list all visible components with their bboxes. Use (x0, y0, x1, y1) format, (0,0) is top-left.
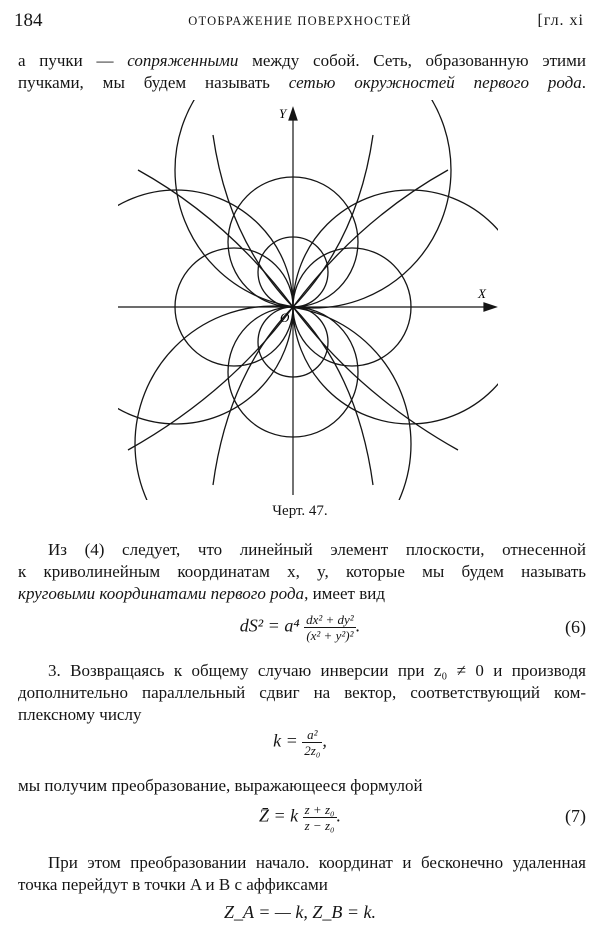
para2-line-1: 3. Возвращаясь к общему случаю инверсии при z₀ ≠ 0 и производя (48, 661, 586, 680)
equation-number-7: (7) (565, 806, 586, 826)
eqk-lhs: k = (273, 730, 298, 751)
intro-emphasis: сопряженными (127, 51, 239, 70)
eqk-numerator: a² (302, 727, 322, 743)
page-number: 184 (14, 10, 43, 31)
intro-line-1 (18, 50, 586, 71)
intro-text: а пучки — (18, 51, 128, 70)
figure-caption: Черт. 47. (272, 503, 328, 519)
equation-k (0, 727, 600, 758)
eq6-tail: . (355, 615, 361, 636)
chapter-marker: [гл. xi (537, 12, 584, 29)
para4-line-2: точка перейдут в точки A и B с аффиксами (18, 875, 328, 894)
x-axis-label: X (478, 286, 486, 301)
para3-line-1: мы получим преобразование, выражающееся формулой (18, 776, 423, 795)
eq6-numerator: dx² + dy² (306, 612, 354, 627)
eq6-denominator: (x² + y²)² (306, 628, 354, 643)
term-emphasis: круговыми координатами первого рода (18, 584, 305, 603)
intro-text: между собой. Сеть, образованную этими (238, 51, 586, 70)
circle-curve (138, 170, 458, 450)
eq7-tail: . (336, 805, 342, 826)
eq7-denominator: z − z₀ (304, 818, 335, 833)
equation-number-6: (6) (565, 617, 586, 637)
eq7-numerator: z + z₀ (304, 802, 335, 817)
para1-line-2: к криволинейным координатам x, y, которые мы будем называть (18, 562, 586, 581)
term-emphasis: сетью окружностей первого рода (288, 73, 582, 92)
eq7-fraction (303, 802, 337, 833)
x-axis-arrow-icon (484, 303, 496, 311)
para2-line-3: плексному числу (18, 705, 142, 724)
para2-line-2: дополнительно параллельный сдвиг на вектор, соответствующий ком- (18, 683, 586, 702)
y-axis-arrow-icon (289, 108, 297, 120)
para1-line-1: Из (4) следует, что линейный элемент плоскости, отнесенной (48, 540, 586, 559)
eqk-tail: , (322, 730, 327, 751)
circle-curve (175, 100, 451, 308)
eq7-lhs: Z̄ = k (258, 805, 299, 826)
para4-line-1: При этом преобразовании начало. координат и бесконечно удаленная (48, 853, 586, 872)
equation-6 (0, 612, 600, 643)
eqk-fraction (302, 727, 322, 758)
equation-affixes: Z_A = — k, Z_B = k. (224, 902, 376, 922)
intro-text: пучками, мы будем называть (18, 73, 289, 92)
intro-text: . (581, 73, 586, 92)
circle-net-figure (118, 100, 498, 500)
para1-line-3 (18, 583, 586, 604)
eq6-fraction (304, 612, 356, 643)
equation-7 (0, 802, 600, 833)
eq6-lhs: dS² = a⁴ (239, 615, 300, 636)
circle-curve (135, 306, 411, 500)
para1-text: , имеет вид (304, 584, 385, 603)
eqk-denominator: 2z₀ (304, 743, 321, 758)
running-title: ОТОБРАЖЕНИЕ ПОВЕРХНОСТЕЙ (188, 14, 412, 28)
origin-label: O (280, 310, 290, 325)
y-axis-label: Y (279, 106, 287, 121)
intro-line-2 (18, 72, 586, 93)
